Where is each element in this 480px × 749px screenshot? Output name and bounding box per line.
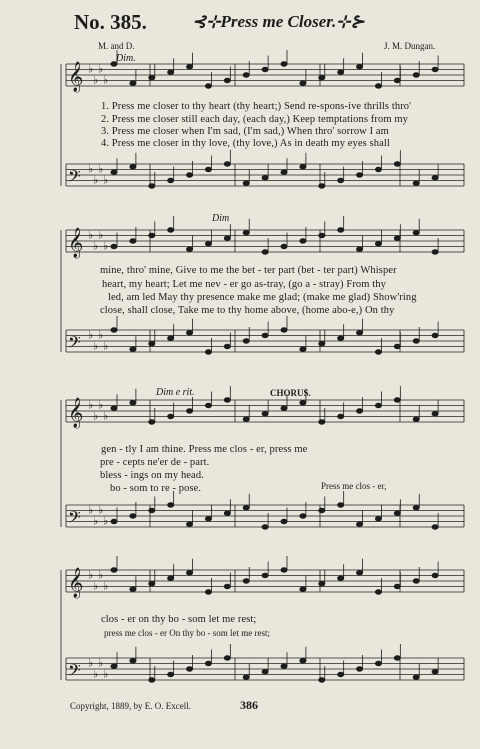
flat-icon: ♭: [88, 398, 94, 412]
note-head: [413, 417, 419, 421]
note-head: [413, 73, 419, 77]
note-head: [262, 67, 268, 71]
note-head: [300, 587, 306, 591]
note-head: [338, 414, 344, 418]
copyright: Copyright, 1889, by E. O. Excell.: [70, 701, 191, 711]
note-head: [357, 173, 363, 177]
note-head: [111, 519, 117, 523]
flat-icon: ♭: [98, 568, 104, 582]
flat-icon: ♭: [88, 328, 94, 342]
flat-icon: ♭: [98, 228, 104, 242]
flat-icon: ♭: [98, 162, 104, 176]
note-head: [149, 342, 155, 346]
note-head: [432, 573, 438, 577]
note-head: [243, 579, 249, 583]
note-head: [357, 571, 363, 575]
flat-icon: ♭: [98, 62, 104, 76]
note-head: [394, 584, 400, 588]
note-head: [224, 584, 230, 588]
note-head: [205, 403, 211, 407]
note-head: [281, 568, 287, 572]
flat-icon: ♭: [93, 579, 99, 593]
note-head: [319, 678, 325, 682]
note-head: [338, 503, 344, 507]
treble-clef-icon: 𝄞: [68, 398, 84, 428]
note-head: [375, 350, 381, 354]
dynamic-dim-1: Dim.: [116, 53, 136, 64]
note-head: [432, 670, 438, 674]
flat-icon: ♭: [98, 503, 104, 517]
note-head: [413, 339, 419, 343]
dynamic-dim-rit: Dim e rit.: [156, 387, 195, 398]
page-number: 386: [240, 698, 258, 712]
bass-clef-icon: 𝄢: [68, 660, 81, 684]
note-head: [130, 81, 136, 85]
note-head: [394, 511, 400, 515]
note-head: [243, 339, 249, 343]
note-head: [262, 412, 268, 416]
flat-icon: ♭: [93, 409, 99, 423]
note-head: [168, 336, 174, 340]
note-head: [281, 328, 287, 332]
note-head: [149, 184, 155, 188]
note-head: [281, 406, 287, 410]
treble-clef-icon: 𝄞: [68, 568, 84, 598]
bass-clef-icon: 𝄢: [68, 332, 81, 356]
note-head: [111, 244, 117, 248]
flat-icon: ♭: [98, 398, 104, 412]
note-head: [319, 582, 325, 586]
note-head: [319, 184, 325, 188]
note-head: [432, 412, 438, 416]
note-head: [357, 667, 363, 671]
note-head: [130, 239, 136, 243]
note-head: [187, 173, 193, 177]
note-head: [319, 76, 325, 80]
flat-icon: ♭: [93, 239, 99, 253]
note-head: [375, 517, 381, 521]
note-head: [168, 414, 174, 418]
verse-line: bo - som to re - pose.: [110, 483, 202, 494]
note-head: [413, 181, 419, 185]
note-head: [111, 568, 117, 572]
flat-icon: ♭: [103, 239, 109, 253]
note-head: [224, 162, 230, 166]
note-head: [262, 250, 268, 254]
note-head: [111, 170, 117, 174]
note-head: [243, 181, 249, 185]
note-head: [149, 678, 155, 682]
note-head: [375, 84, 381, 88]
flat-icon: ♭: [88, 656, 94, 670]
note-head: [187, 409, 193, 413]
verse-line: 1. Press me closer to thy heart (thy heart;) Send re-spons-ive thrills thro': [101, 101, 412, 112]
note-head: [338, 228, 344, 232]
ornament-left-icon: ⊰⊹: [192, 12, 221, 31]
note-head: [224, 236, 230, 240]
verse-line: close, shall close, Take me to thy home above, (home abo-e,) On thy: [100, 305, 395, 316]
note-head: [187, 65, 193, 69]
note-head: [338, 576, 344, 580]
flat-icon: ♭: [103, 339, 109, 353]
note-head: [375, 661, 381, 665]
note-head: [357, 331, 363, 335]
note-head: [168, 576, 174, 580]
flat-icon: ♭: [103, 173, 109, 187]
note-head: [149, 76, 155, 80]
hymn-number: No. 385.: [74, 10, 147, 34]
flat-icon: ♭: [103, 409, 109, 423]
note-head: [394, 162, 400, 166]
note-head: [338, 178, 344, 182]
note-head: [262, 333, 268, 337]
note-head: [224, 398, 230, 402]
hymn-title-text: Press me Closer.: [220, 12, 337, 31]
flat-icon: ♭: [88, 62, 94, 76]
note-head: [413, 506, 419, 510]
note-head: [243, 231, 249, 235]
flat-icon: ♭: [93, 173, 99, 187]
note-head: [130, 165, 136, 169]
flat-icon: ♭: [88, 162, 94, 176]
note-head: [319, 508, 325, 512]
note-head: [357, 522, 363, 526]
note-head: [300, 165, 306, 169]
note-head: [243, 675, 249, 679]
note-head: [413, 579, 419, 583]
verse-line: 3. Press me closer when I'm sad, (I'm sad,) When thro' sorrow I am: [101, 126, 389, 137]
note-head: [300, 347, 306, 351]
note-head: [394, 344, 400, 348]
note-head: [111, 328, 117, 332]
chorus-label: CHORUS.: [270, 388, 311, 398]
verse-line: heart, my heart; Let me nev - er go as-tray, (go a - stray) From thy: [102, 279, 386, 290]
note-head: [187, 667, 193, 671]
note-head: [205, 661, 211, 665]
note-head: [224, 78, 230, 82]
flat-icon: ♭: [93, 73, 99, 87]
note-head: [300, 401, 306, 405]
note-head: [262, 670, 268, 674]
note-head: [300, 239, 306, 243]
ornament-right-icon: ⊹⊱: [336, 12, 365, 31]
note-head: [243, 417, 249, 421]
note-head: [281, 519, 287, 523]
note-head: [357, 65, 363, 69]
note-head: [262, 573, 268, 577]
note-head: [319, 342, 325, 346]
note-head: [111, 664, 117, 668]
verse-line: mine, thro' mine, Give to me the bet - ter part (bet - ter part) Whisper: [100, 265, 397, 276]
treble-clef-icon: 𝄞: [68, 62, 84, 92]
note-head: [205, 517, 211, 521]
flat-icon: ♭: [103, 667, 109, 681]
note-head: [187, 571, 193, 575]
note-head: [413, 675, 419, 679]
bass-words: press me clos - er On thy bo - som let me rest;: [104, 628, 270, 638]
note-head: [243, 506, 249, 510]
note-head: [432, 250, 438, 254]
note-head: [300, 659, 306, 663]
verse-line: bless - ings on my head.: [100, 470, 204, 481]
flat-icon: ♭: [98, 656, 104, 670]
note-head: [432, 176, 438, 180]
note-head: [300, 81, 306, 85]
verse-line: clos - er on thy bo - som let me rest;: [101, 614, 257, 625]
treble-clef-icon: 𝄞: [68, 228, 84, 258]
note-head: [300, 514, 306, 518]
flat-icon: ♭: [98, 328, 104, 342]
note-head: [168, 672, 174, 676]
flat-icon: ♭: [93, 514, 99, 528]
note-head: [357, 409, 363, 413]
note-head: [130, 347, 136, 351]
note-head: [432, 333, 438, 337]
note-head: [168, 503, 174, 507]
note-head: [224, 656, 230, 660]
note-head: [130, 514, 136, 518]
note-head: [432, 525, 438, 529]
note-head: [394, 656, 400, 660]
flat-icon: ♭: [88, 503, 94, 517]
note-head: [205, 350, 211, 354]
note-head: [319, 233, 325, 237]
note-head: [205, 242, 211, 246]
composer-credit: J. M. Dungan.: [384, 41, 436, 51]
note-head: [394, 398, 400, 402]
note-head: [205, 84, 211, 88]
bass-clef-icon: 𝄢: [68, 507, 81, 531]
dynamic-dim-2: Dim: [212, 213, 230, 224]
note-head: [394, 78, 400, 82]
note-head: [432, 67, 438, 71]
note-head: [394, 236, 400, 240]
flat-icon: ♭: [93, 667, 99, 681]
note-head: [168, 228, 174, 232]
note-head: [262, 176, 268, 180]
flat-icon: ♭: [93, 339, 99, 353]
note-head: [338, 70, 344, 74]
note-head: [149, 508, 155, 512]
verse-line: led, am led May thy presence make me glad; (make me glad) Show'ring: [108, 292, 417, 303]
note-head: [375, 403, 381, 407]
flat-icon: ♭: [103, 514, 109, 528]
note-head: [281, 62, 287, 66]
note-head: [205, 167, 211, 171]
flat-icon: ♭: [103, 73, 109, 87]
note-head: [243, 73, 249, 77]
flat-icon: ♭: [88, 228, 94, 242]
note-head: [319, 420, 325, 424]
note-head: [187, 331, 193, 335]
verse-line: 4. Press me closer in thy love, (thy love,) As in death my eyes shall: [101, 138, 390, 149]
note-head: [413, 231, 419, 235]
verse-line: 2. Press me closer still each day, (each day,) Keep temptations from my: [101, 114, 408, 125]
note-head: [224, 511, 230, 515]
music-credit: M. and D.: [98, 41, 135, 51]
note-head: [338, 336, 344, 340]
note-head: [168, 178, 174, 182]
note-head: [357, 247, 363, 251]
note-head: [130, 401, 136, 405]
note-head: [281, 664, 287, 668]
note-head: [224, 344, 230, 348]
note-head: [281, 170, 287, 174]
verse-line: gen - tly I am thine. Press me clos - er, press me: [101, 444, 308, 455]
bass-words: Press me clos - er,: [321, 481, 387, 491]
flat-icon: ♭: [88, 568, 94, 582]
note-head: [149, 233, 155, 237]
note-head: [375, 167, 381, 171]
note-head: [281, 244, 287, 248]
note-head: [168, 70, 174, 74]
note-head: [262, 525, 268, 529]
note-head: [130, 587, 136, 591]
note-head: [149, 582, 155, 586]
note-head: [187, 522, 193, 526]
note-head: [205, 590, 211, 594]
flat-icon: ♭: [103, 579, 109, 593]
note-head: [338, 672, 344, 676]
note-head: [375, 242, 381, 246]
note-head: [130, 659, 136, 663]
note-head: [111, 406, 117, 410]
verse-line: pre - cepts ne'er de - part.: [100, 457, 210, 468]
note-head: [187, 247, 193, 251]
note-head: [149, 420, 155, 424]
note-head: [375, 590, 381, 594]
bass-clef-icon: 𝄢: [68, 166, 81, 190]
